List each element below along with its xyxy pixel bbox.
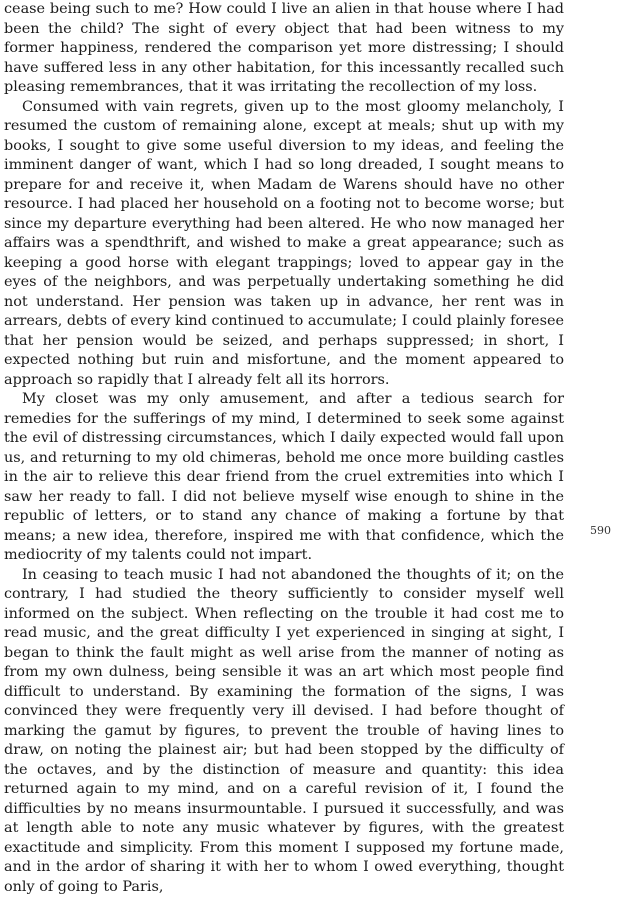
paragraph-2: Consumed with vain regrets, given up to the most gloomy melancholy, I resumed the custom of remaining alone, except at meals; shut up with my books, I sought to give some useful diversion to my ideas, and feeling the imminent danger of want, which I had so long dreaded, I sought means to prepare for and receive it, when Madam de Warens should have no other resource. I had placed her household on a footing not to become worse; but since my departure everything had been altered. He who now managed her affairs was a spendthrift, and wished to make a great appearance; such as keeping a good horse with elegant trappings; loved to appear gay in the eyes of the neighbors, and was perpetually undertaking something he did not understand. Her pension was taken up in advance, her rent was in arrears, debts of every kind continued to accumulate; I could plainly foresee that her pension would be seized, and perhaps suppressed; in short, I expected nothing but ruin and misfortune, and the moment appeared to approach so rapidly that I already felt all its horrors. xyxy=(4,98,564,391)
document-page xyxy=(4,0,564,897)
paragraph-1: cease being such to me? How could I live an alien in that house where I had been the child? The sight of every object that had been witness to my former happiness, rendered the comparison yet more distressing; I should have suffered less in any other habitation, for this incessantly recalled such pleasing remembrances, that it was irritating the recollection of my loss. xyxy=(4,0,564,98)
paragraph-4: In ceasing to teach music I had not abandoned the thoughts of it; on the contrary, I had studied the theory sufficiently to consider myself well informed on the subject. When reflecting on the trouble it had cost me to read music, and the great difficulty I yet experienced in singing at sight, I began to think the fault might as well arise from the manner of noting as from my own dulness, being sensible it was an art which most people find difficult to understand. By examining the formation of the signs, I was convinced they were frequently very ill devised. I had before thought of marking the gamut by figures, to prevent the trouble of having lines to draw, on noting the plainest air; but had been stopped by the difficulty of the octaves, and by the distinction of measure and quantity: this idea returned again to my mind, and on a careful revision of it, I found the difficulties by no means insurmountable. I pursued it successfully, and was at length able to note any music whatever by figures, with the greatest exactitude and simplicity. From this moment I supposed my fortune made, and in the ardor of sharing it with her to whom I owed everything, thought only of going to Paris, xyxy=(4,566,564,897)
margin-line-number: 590 xyxy=(590,524,611,537)
paragraph-3: My closet was my only amusement, and after a tedious search for remedies for the sufferings of my mind, I determined to seek some against the evil of distressing circumstances, which I daily expected would fall upon us, and returning to my old chimeras, behold me once more building castles in the air to relieve this dear friend from the cruel extremities into which I saw her ready to fall. I did not believe myself wise enough to shine in the republic of letters, or to stand any chance of making a fortune by that means; a new idea, therefore, inspired me with that confidence, which the mediocrity of my talents could not impart. xyxy=(4,390,564,566)
